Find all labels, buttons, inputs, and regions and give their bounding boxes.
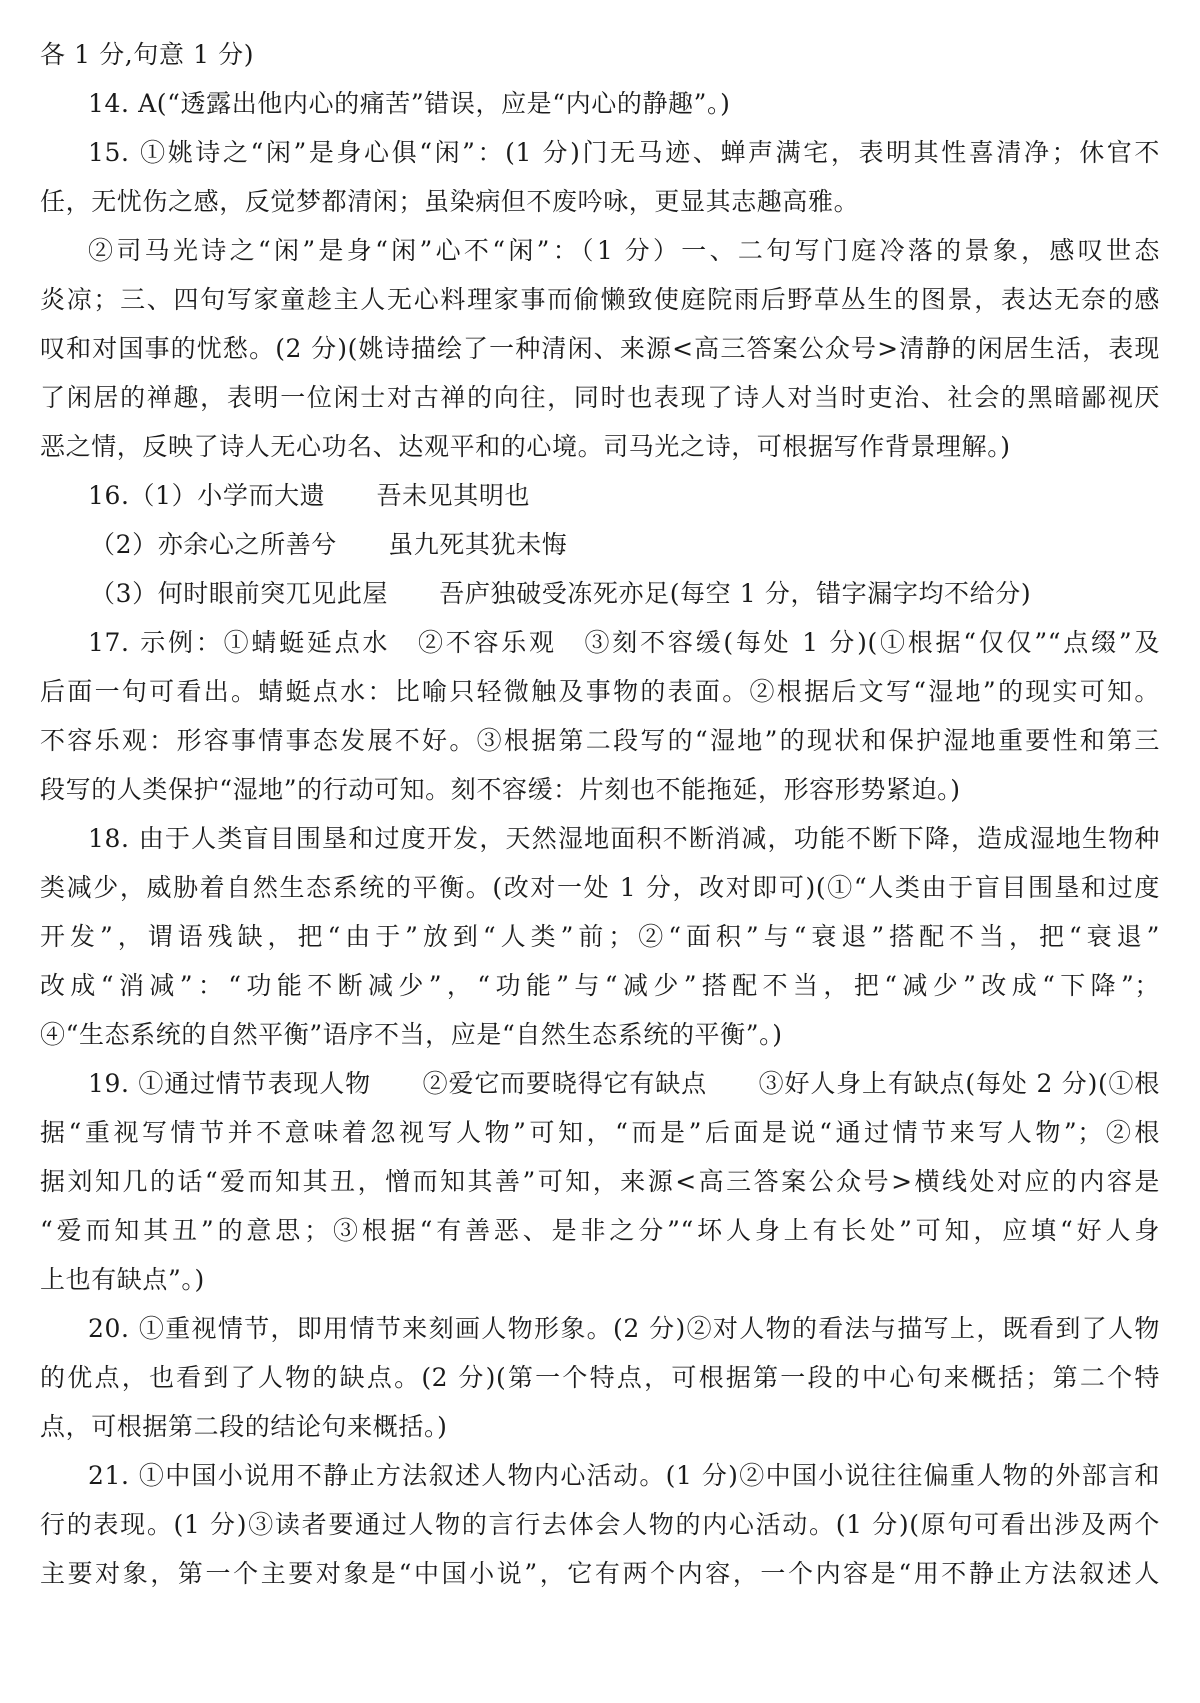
answer-20-line-1: 20. ①重视情节，即用情节来刻画人物形象。(2 分)②对人物的看法与描写上，既看到了人物 xyxy=(88,1314,1160,1343)
answer-17-line-4: 段写的人类保护“湿地”的行动可知。刻不容缓：片刻也不能拖延，形容形势紧迫。) xyxy=(40,775,961,804)
answer-19-line-3: 据刘知几的话“爱而知其丑，憎而知其善”可知，来源<高三答案公众号>横线处对应的内容是 xyxy=(40,1167,1160,1196)
answer-20-line-2: 的优点，也看到了人物的缺点。(2 分)(第一个特点，可根据第一段的中心句来概括；第二个特 xyxy=(40,1363,1160,1392)
answer-15-part2-line-2: 炎凉；三、四句写家童趁主人无心料理家事而偷懒致使庭院雨后野草丛生的图景，表达无奈的感 xyxy=(40,285,1160,314)
answer-18-line-2: 类减少，威胁着自然生态系统的平衡。(改对一处 1 分，改对即可)(①“人类由于盲目围垦和过度 xyxy=(40,873,1160,902)
answer-19-line-1: 19. ①通过情节表现人物 ②爱它而要晓得它有缺点 ③好人身上有缺点(每处 2 分)(①根 xyxy=(88,1069,1160,1098)
answer-17-line-3: 不容乐观：形容事情事态发展不好。③根据第二段写的“湿地”的现状和保护湿地重要性和第三 xyxy=(40,726,1160,755)
answer-16-item-2: （2）亦余心之所善兮 虽九死其犹未悔 xyxy=(90,530,568,559)
answer-15-line-1: 15. ①姚诗之“闲”是身心俱“闲”：(1 分)门无马迹、蝉声满宅，表明其性喜清净；休官不 xyxy=(88,138,1160,167)
answer-17-line-1: 17. 示例：①蜻蜓延点水 ②不容乐观 ③刻不容缓(每处 1 分)(①根据“仅仅”“点缀”及 xyxy=(88,628,1160,657)
answer-20-line-3: 点，可根据第二段的结论句来概括。) xyxy=(40,1412,448,1441)
answer-15-line-2: 任，无忧伤之感，反觉梦都清闲；虽染病但不废吟咏，更显其志趣高雅。 xyxy=(40,187,860,216)
answer-18-line-5: ④“生态系统的自然平衡”语序不当，应是“自然生态系统的平衡”。) xyxy=(40,1020,783,1049)
answer-18-line-1: 18. 由于人类盲目围垦和过度开发，天然湿地面积不断消减，功能不断下降，造成湿地生物种 xyxy=(88,824,1160,853)
answer-14: 14. A(“透露出他内心的痛苦”错误，应是“内心的静趣”。) xyxy=(88,89,731,118)
answer-15-part2-line-1: ②司马光诗之“闲”是身“闲”心不“闲”：（1 分）一、二句写门庭冷落的景象，感叹世态 xyxy=(88,236,1160,265)
answer-16-item-1: 16.（1）小学而大遗 吾未见其明也 xyxy=(88,481,531,510)
answer-15-part2-line-4: 了闲居的禅趣，表明一位闲士对古禅的向往，同时也表现了诗人对当时吏治、社会的黑暗鄙视厌 xyxy=(40,383,1160,412)
answer-21-line-3: 主要对象，第一个主要对象是“中国小说”，它有两个内容，一个内容是“用不静止方法叙述人 xyxy=(40,1559,1160,1588)
answer-19-line-4: “爱而知其丑”的意思；③根据“有善恶、是非之分”“坏人身上有长处”可知，应填“好人身 xyxy=(40,1216,1160,1245)
answer-18-line-4: 改成“消减”：“功能不断减少”，“功能”与“减少”搭配不当，把“减少”改成“下降”； xyxy=(40,971,1160,1000)
text-line-1: 各 1 分,句意 1 分) xyxy=(40,40,255,69)
answer-19-line-5: 上也有缺点”。) xyxy=(40,1265,205,1294)
answer-19-line-2: 据“重视写情节并不意味着忽视写人物”可知，“而是”后面是说“通过情节来写人物”；②根 xyxy=(40,1118,1160,1147)
answer-21-line-1: 21. ①中国小说用不静止方法叙述人物内心活动。(1 分)②中国小说往往偏重人物的外部言和 xyxy=(88,1461,1160,1490)
answer-18-line-3: 开发”，谓语残缺，把“由于”放到“人类”前；②“面积”与“衰退”搭配不当，把“衰退” xyxy=(40,922,1160,951)
answer-17-line-2: 后面一句可看出。蜻蜓点水：比喻只轻微触及事物的表面。②根据后文写“湿地”的现实可知。 xyxy=(40,677,1160,706)
answer-16-item-3: （3）何时眼前突兀见此屋 吾庐独破受冻死亦足(每空 1 分，错字漏字均不给分) xyxy=(90,579,1032,608)
answer-15-part2-line-5: 恶之情，反映了诗人无心功名、达观平和的心境。司马光之诗，可根据写作背景理解。) xyxy=(40,432,1011,461)
answer-15-part2-line-3: 叹和对国事的忧愁。(2 分)(姚诗描绘了一种清闲、来源<高三答案公众号>清静的闲居生活，表现 xyxy=(40,334,1160,363)
answer-21-line-2: 行的表现。(1 分)③读者要通过人物的言行去体会人物的内心活动。(1 分)(原句可看出涉及两个 xyxy=(40,1510,1160,1539)
